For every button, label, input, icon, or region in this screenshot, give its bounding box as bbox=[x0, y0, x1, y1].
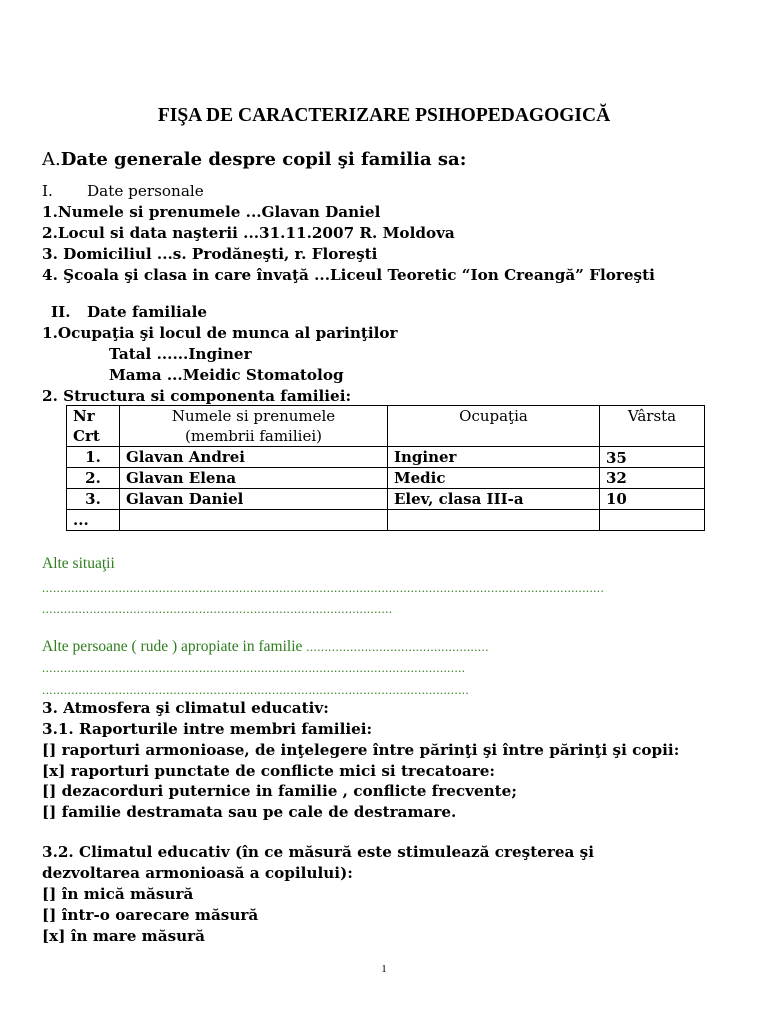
other-situations-label: Alte situaţii bbox=[42, 555, 115, 572]
section-a-prefix: A. bbox=[42, 149, 61, 170]
cell-age: 32 bbox=[600, 468, 705, 489]
cell-nr: 2. bbox=[67, 468, 120, 489]
cell-age bbox=[600, 510, 705, 531]
cell-age: 10 bbox=[600, 489, 705, 510]
table-row bbox=[67, 468, 705, 489]
climate-heading-line-1: 3.2. Climatul educativ (în ce măsură este stimulează creşterea şi bbox=[42, 843, 594, 861]
climate-heading-line-2: dezvoltarea armonioasă a copilului): bbox=[42, 864, 353, 882]
atmosphere-option-1: [] raporturi armonioase, de inţelegere între părinţi şi între părinţi şi copii: bbox=[42, 741, 680, 759]
cell-name bbox=[120, 510, 388, 531]
atmosphere-option-2: [x] raporturi punctate de conflicte mici si trecatoare: bbox=[42, 762, 495, 780]
cell-name: Glavan Daniel bbox=[120, 489, 388, 510]
family-father: Tatal ......Inginer bbox=[109, 345, 252, 363]
personal-line-3: 3. Domiciliul ...s. Prodăneşti, r. Floreşti bbox=[42, 245, 378, 263]
table-row bbox=[67, 489, 705, 510]
climate-option-1: [] în mică măsură bbox=[42, 885, 194, 903]
family-heading bbox=[51, 302, 208, 323]
other-persons-dots-2: ..................................................................................................................... bbox=[42, 682, 470, 697]
personal-line-4: 4. Şcoala şi clasa in care învaţă ...Liceul Teoretic “Ion Creangă” Floreşti bbox=[42, 266, 655, 284]
cell-occupation: Medic bbox=[388, 468, 600, 489]
cell-occupation: Elev, clasa III-a bbox=[388, 489, 600, 510]
table-row bbox=[67, 510, 705, 531]
climate-option-3: [x] în mare măsură bbox=[42, 927, 206, 945]
cell-nr: 1. bbox=[67, 447, 120, 468]
document-title: FIŞA DE CARACTERIZARE PSIHOPEDAGOGICĂ bbox=[157, 105, 611, 126]
family-heading-num: II. bbox=[51, 303, 71, 321]
family-structure-line: 2. Structura si componenta familiei: bbox=[42, 387, 352, 405]
family-mother: Mama ...Meidic Stomatolog bbox=[109, 366, 344, 384]
atmosphere-heading: 3. Atmosfera şi climatul educativ: bbox=[42, 699, 329, 717]
other-persons-label-text: Alte persoane ( rude ) apropiate in familie bbox=[42, 638, 303, 655]
header-nr-line2: Crt bbox=[73, 427, 100, 445]
table-row bbox=[67, 447, 705, 468]
family-heading-text: Date familiale bbox=[87, 303, 208, 321]
cell-nr: ... bbox=[67, 510, 120, 531]
other-persons-dots-1: .................................................................................................................... bbox=[42, 660, 466, 675]
personal-line-1: 1.Numele si prenumele ...Glavan Daniel bbox=[42, 203, 381, 221]
cell-nr: 3. bbox=[67, 489, 120, 510]
header-name bbox=[120, 406, 388, 447]
atmosphere-option-3: [] dezacorduri puternice in familie , conflicte frecvente; bbox=[42, 782, 517, 800]
section-a-text: Date generale despre copil şi familia sa: bbox=[60, 149, 467, 170]
personal-heading-text: Date personale bbox=[87, 182, 204, 200]
page-number: 1 bbox=[381, 963, 387, 975]
cell-name: Glavan Elena bbox=[120, 468, 388, 489]
atmosphere-sub1: 3.1. Raporturile intre membri familiei: bbox=[42, 720, 373, 738]
other-persons-label bbox=[42, 637, 489, 657]
header-name-line1: Numele si prenumele bbox=[171, 407, 336, 425]
section-a-heading bbox=[42, 147, 466, 173]
family-occupation-line: 1.Ocupaţia şi locul de munca al parinţilor bbox=[42, 324, 398, 342]
climate-option-2: [] într-o oarecare măsură bbox=[42, 906, 259, 924]
header-occupation: Ocupaţia bbox=[388, 406, 600, 447]
cell-name: Glavan Andrei bbox=[120, 447, 388, 468]
other-situations-dots-2: ................................................................................................ bbox=[42, 601, 393, 616]
family-table bbox=[66, 405, 705, 531]
other-persons-label-dots: .................................................. bbox=[306, 639, 489, 654]
personal-heading bbox=[42, 181, 204, 202]
personal-line-2: 2.Locul si data naşterii ...31.11.2007 R. Moldova bbox=[42, 224, 455, 242]
other-situations-dots-1: .......................................................................................................................................................... bbox=[42, 580, 605, 595]
header-name-line2: (membrii familiei) bbox=[185, 427, 322, 445]
cell-occupation: Inginer bbox=[388, 447, 600, 468]
table-header-row bbox=[67, 406, 705, 447]
header-nr bbox=[67, 406, 120, 447]
header-age: Vârsta bbox=[600, 406, 705, 447]
cell-age: 35 bbox=[600, 447, 705, 468]
header-nr-line1: Nr bbox=[73, 407, 95, 425]
personal-heading-num: I. bbox=[42, 182, 53, 200]
atmosphere-option-4: [] familie destramata sau pe cale de destramare. bbox=[42, 803, 457, 821]
cell-occupation bbox=[388, 510, 600, 531]
